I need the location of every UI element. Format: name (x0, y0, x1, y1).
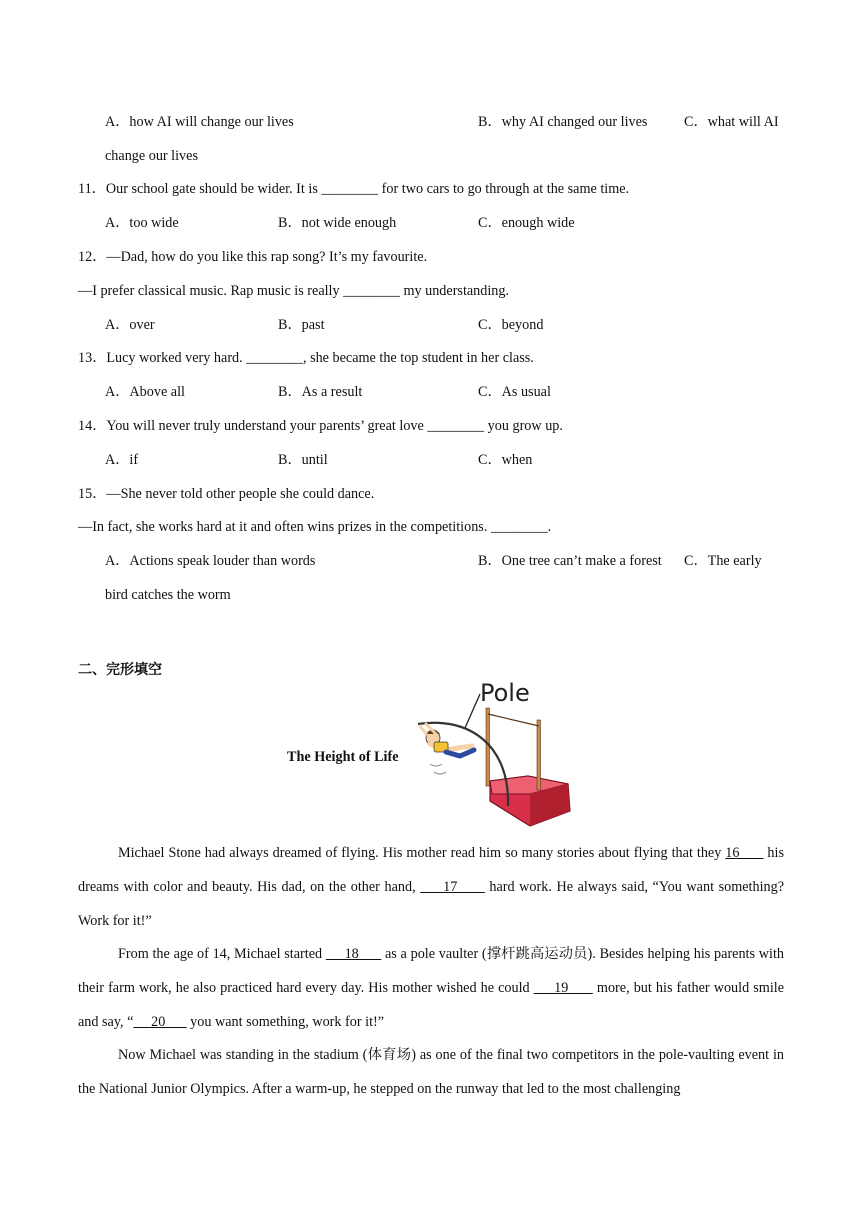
q10-option-a[interactable]: A．how AI will change our lives (105, 114, 294, 130)
section-title: 二、完形填空 (78, 662, 162, 678)
pole-label: Pole (480, 679, 530, 707)
q14-option-b[interactable]: B．until (278, 452, 328, 468)
q12-stem-line2: —I prefer classical music. Rap music is really ________ my understanding. (78, 283, 510, 299)
q13-option-b[interactable]: B．As a result (278, 384, 363, 400)
q11-option-c[interactable]: C．enough wide (478, 215, 575, 231)
passage-paragraph-1: Michael Stone had always dreamed of flying. His mother read him so many stories about flying that they 16 his dreams with color and beauty. His dad, on the other hand, 17 hard work. He always said, “You want something? Work for it!” (78, 845, 784, 929)
crossbar (488, 714, 539, 726)
q15-stem-line1: 15．—She never told other people she could dance. (78, 486, 375, 502)
passage-paragraph-3: Now Michael was standing in the stadium (体育场) as one of the final two competitors in the pole-vaulting event in the National Junior Olympics. After a warm-up, he stepped on the runway that led to the most challenging (78, 1047, 784, 1097)
q10-option-c-continued: change our lives (105, 148, 198, 164)
right-standard (537, 720, 541, 790)
blank-17[interactable]: 17 (420, 878, 485, 895)
q10-option-c[interactable]: C．what will AI (684, 114, 779, 130)
q15-option-a[interactable]: A．Actions speak louder than words (105, 553, 316, 569)
blank-18[interactable]: 18 (325, 946, 382, 962)
q12-option-a[interactable]: A．over (105, 317, 155, 333)
blank-19[interactable]: 19 (533, 979, 593, 996)
q13-stem: 13．Lucy worked very hard. ________, she became the top student in her class. (78, 350, 534, 366)
q15-option-c[interactable]: C．The early (684, 553, 762, 569)
pole-vault-illustration (410, 676, 575, 834)
q10-option-b[interactable]: B．why AI changed our lives (478, 114, 648, 130)
q14-stem: 14．You will never truly understand your parents’ great love ________ you grow up. (78, 418, 563, 434)
blank-20[interactable]: 20 (133, 1013, 187, 1030)
q12-option-c[interactable]: C．beyond (478, 317, 544, 333)
blank-16[interactable]: 16 (725, 845, 764, 861)
q15-stem-line2: —In fact, she works hard at it and often wins prizes in the competitions. ________. (78, 519, 552, 535)
label-leader-line (465, 694, 480, 728)
q15-option-b[interactable]: B．One tree can’t make a forest (478, 553, 662, 569)
passage-paragraph-2: From the age of 14, Michael started 18 as a pole vaulter (撑杆跳高运动员). Besides helping his parents with their farm work, he also practiced hard every day. His mother wished he could 19 more, but his father would smile and say, “ 20 you want something, work for it!” (78, 946, 784, 1030)
q14-option-a[interactable]: A．if (105, 452, 139, 468)
q14-option-c[interactable]: C．when (478, 452, 533, 468)
q13-option-c[interactable]: C．As usual (478, 384, 551, 400)
q11-option-a[interactable]: A．too wide (105, 215, 179, 231)
left-standard (486, 708, 490, 786)
passage-title: The Height of Life (287, 749, 399, 765)
athlete-figure (420, 724, 474, 774)
q12-option-b[interactable]: B．past (278, 317, 325, 333)
q11-option-b[interactable]: B．not wide enough (278, 215, 397, 231)
q13-option-a[interactable]: A．Above all (105, 384, 185, 400)
q11-stem: 11．Our school gate should be wider. It is ________ for two cars to go through at the same time. (78, 181, 630, 197)
q12-stem-line1: 12．—Dad, how do you like this rap song? It’s my favourite. (78, 249, 428, 265)
q15-option-c-continued: bird catches the worm (105, 587, 231, 603)
